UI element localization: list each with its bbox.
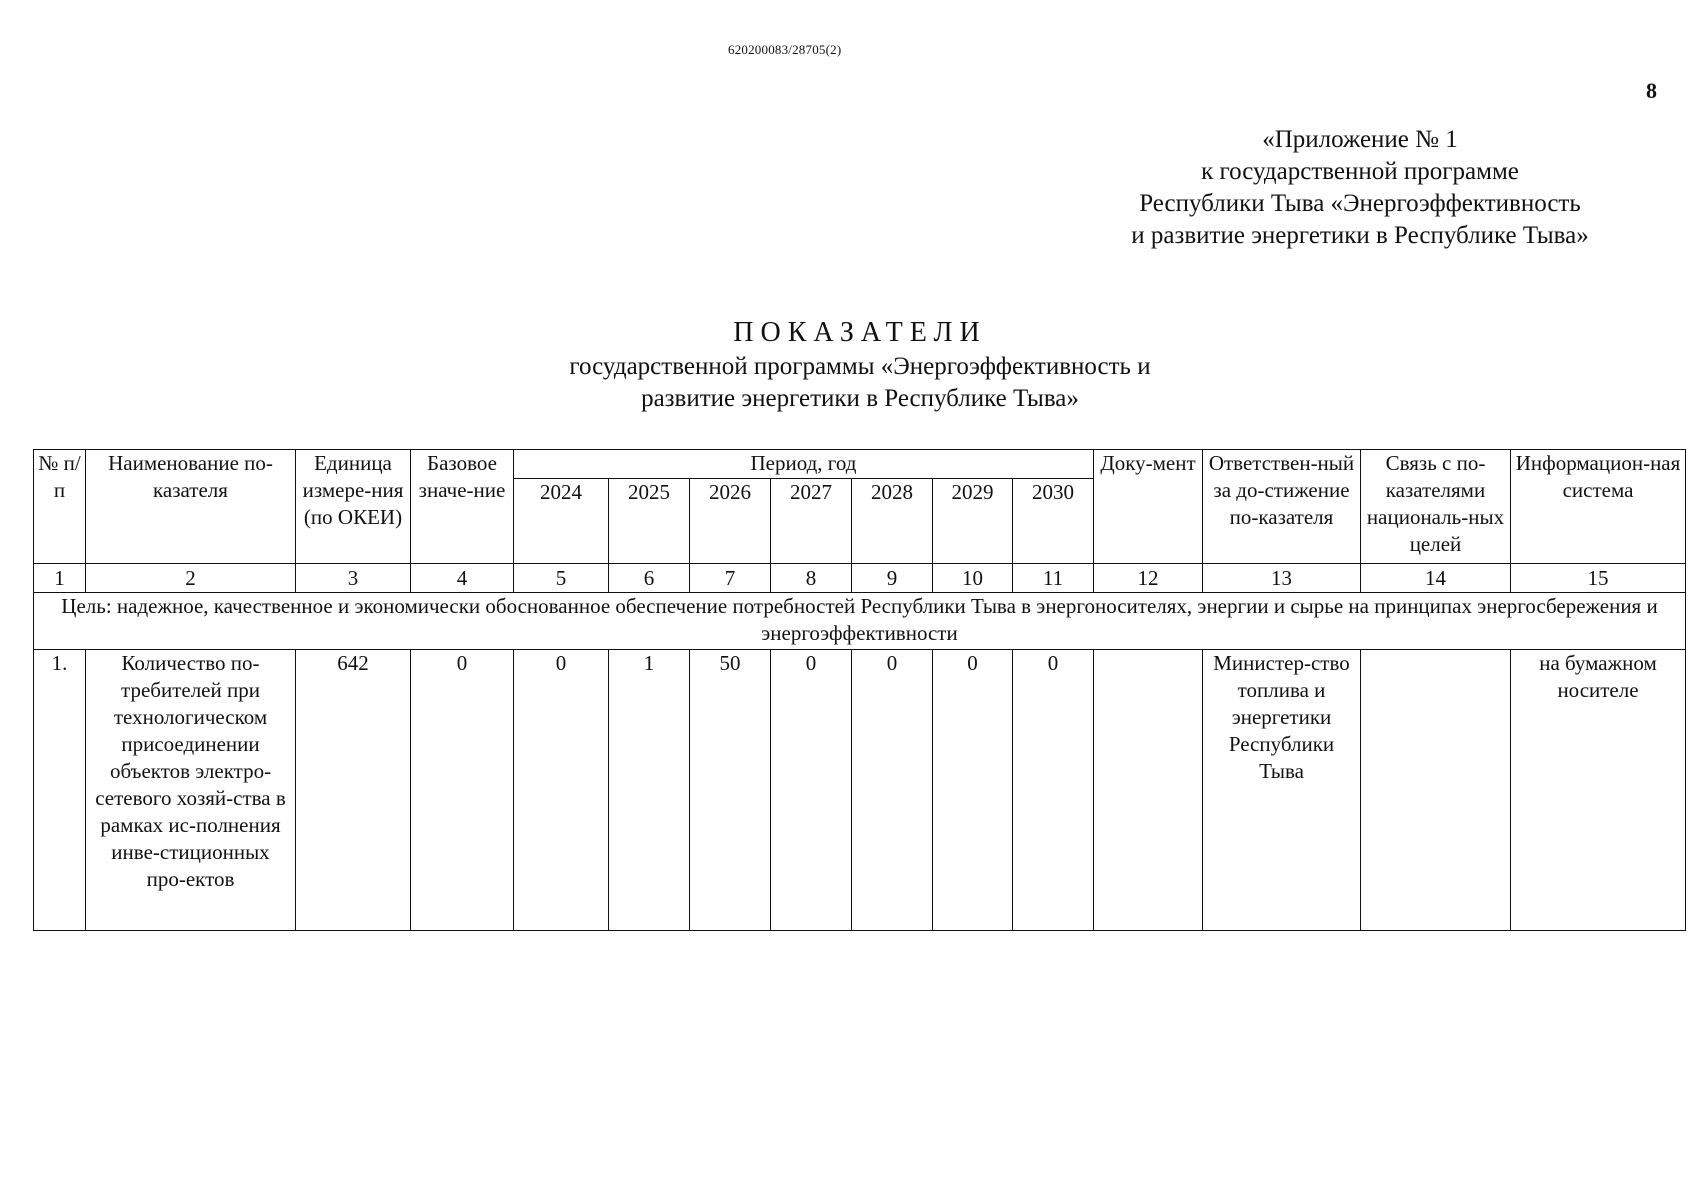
column-number: 3 xyxy=(296,564,411,593)
indicator-name: Количество по-требителей при технологическом присоединении объектов электро-сетевого хозяй-ства в рамках ис-полнения инве-стиционных про-ектов xyxy=(86,650,296,931)
column-number: 13 xyxy=(1203,564,1361,593)
document-title: ПОКАЗАТЕЛИ xyxy=(733,317,987,348)
header-name: Наименование по-казателя xyxy=(86,450,296,564)
header-year: 2024 xyxy=(514,479,609,564)
appendix-line: «Приложение № 1 xyxy=(1262,126,1458,153)
header-year: 2028 xyxy=(852,479,933,564)
indicator-responsible: Министер-ство топлива и энергетики Республики Тыва xyxy=(1203,650,1361,931)
indicator-year-value: 0 xyxy=(1013,650,1094,931)
header-year: 2029 xyxy=(933,479,1013,564)
appendix-line: и развитие энергетики в Республике Тыва» xyxy=(1131,222,1589,249)
appendix-note xyxy=(1080,124,1640,252)
column-number: 2 xyxy=(86,564,296,593)
document-registration-code: 620200083/28705(2) xyxy=(728,42,842,57)
column-number: 10 xyxy=(933,564,1013,593)
goal-text: Цель: надежное, качественное и экономически обоснованное обеспечение потребностей Республики Тыва в энергоносителях, энергии и сырье на принципах энергосбережения и энергоэффективности xyxy=(34,593,1686,650)
row-num: 1. xyxy=(34,650,86,931)
header-year: 2027 xyxy=(771,479,852,564)
indicator-year-value: 50 xyxy=(690,650,771,931)
header-document: Доку-мент xyxy=(1094,450,1203,564)
indicator-info-system: на бумажном носителе xyxy=(1511,650,1686,931)
appendix-line: Республики Тыва «Энергоэффективность xyxy=(1139,190,1581,217)
header-year: 2026 xyxy=(690,479,771,564)
indicator-year-value: 0 xyxy=(933,650,1013,931)
indicator-national-goals xyxy=(1361,650,1511,931)
indicator-year-value: 0 xyxy=(514,650,609,931)
column-numbers-row xyxy=(34,564,1686,593)
column-number: 14 xyxy=(1361,564,1511,593)
document-subtitle-line: государственной программы «Энергоэффективность и xyxy=(569,353,1151,380)
column-number: 7 xyxy=(690,564,771,593)
indicator-base-value: 0 xyxy=(411,650,514,931)
column-number: 4 xyxy=(411,564,514,593)
header-num: № п/п xyxy=(34,450,86,564)
page-number: 8 xyxy=(1646,78,1657,103)
header-unit: Единица измере-ния (по ОКЕИ) xyxy=(296,450,411,564)
indicator-document xyxy=(1094,650,1203,931)
column-number: 8 xyxy=(771,564,852,593)
indicator-year-value: 0 xyxy=(852,650,933,931)
header-national-goals: Связь с по-казателями националь-ных целей xyxy=(1361,450,1511,564)
document-heading xyxy=(420,315,1300,415)
indicator-unit: 642 xyxy=(296,650,411,931)
appendix-line: к государственной программе xyxy=(1201,158,1519,185)
column-number: 5 xyxy=(514,564,609,593)
header-info-system: Информацион-ная система xyxy=(1511,450,1686,564)
header-period: Период, год xyxy=(514,450,1094,479)
header-year: 2030 xyxy=(1013,479,1094,564)
header-base-value: Базовое значе-ние xyxy=(411,450,514,564)
table-header-row xyxy=(34,450,1686,479)
column-number: 11 xyxy=(1013,564,1094,593)
indicator-year-value: 1 xyxy=(609,650,690,931)
header-year: 2025 xyxy=(609,479,690,564)
column-number: 1 xyxy=(34,564,86,593)
indicators-table xyxy=(33,449,1686,931)
column-number: 12 xyxy=(1094,564,1203,593)
column-number: 9 xyxy=(852,564,933,593)
document-subtitle-line: развитие энергетики в Республике Тыва» xyxy=(641,385,1079,412)
indicator-year-value: 0 xyxy=(771,650,852,931)
goal-row xyxy=(34,593,1686,650)
header-responsible: Ответствен-ный за до-стижение по-казателя xyxy=(1203,450,1361,564)
column-number: 6 xyxy=(609,564,690,593)
column-number: 15 xyxy=(1511,564,1686,593)
table-row xyxy=(34,650,1686,931)
